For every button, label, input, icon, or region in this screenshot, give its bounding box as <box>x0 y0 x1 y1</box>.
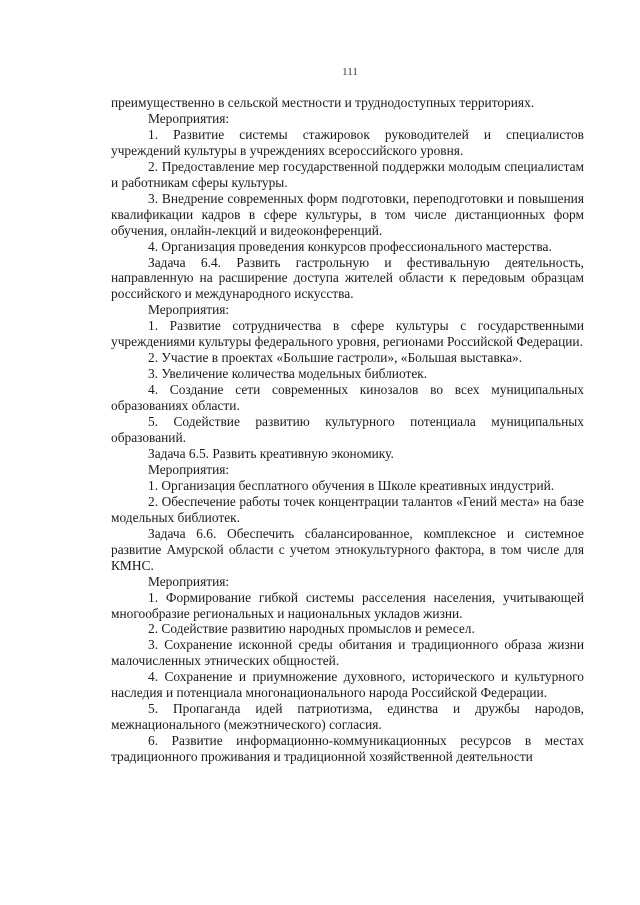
paragraph: 4. Сохранение и приумножение духовного, исторического и культурного наследия и потенциала многонационального народа Российской Федерации. <box>111 669 584 701</box>
paragraph: 4. Создание сети современных кинозалов во всех муниципальных образованиях области. <box>111 382 584 414</box>
paragraph: 1. Формирование гибкой системы расселения населения, учитывающей многообразие региональных и национальных укладов жизни. <box>111 589 584 621</box>
paragraph: 2. Содействие развитию народных промыслов и ремесел. <box>148 621 475 637</box>
paragraph: Мероприятия: <box>148 302 230 318</box>
paragraph: 5. Содействие развитию культурного потенциала муниципальных образований. <box>111 414 584 446</box>
paragraph: Мероприятия: <box>148 573 230 589</box>
paragraph: 5. Пропаганда идей патриотизма, единства и дружбы народов, межнационального (межэтнического) согласия. <box>111 701 584 733</box>
paragraph: 6. Развитие информационно-коммуникационных ресурсов в местах традиционного проживания и традиционной хозяйственной деятельности <box>111 733 584 765</box>
paragraph: 1. Развитие сотрудничества в сфере культуры с государственными учреждениями культуры федерального уровня, регионами Российской Федерации. <box>111 318 584 350</box>
paragraph: 3. Внедрение современных форм подготовки, переподготовки и повышения квалификации кадров в сфере культуры, в том числе дистанционных форм обучения, онлайн-лекций и видеоконференций. <box>111 190 584 238</box>
paragraph: 3. Увеличение количества модельных библиотек. <box>148 366 428 382</box>
paragraph: Мероприятия: <box>148 110 230 126</box>
document-body <box>111 95 584 765</box>
paragraph: Задача 6.4. Развить гастрольную и фестивальную деятельность, направленную на расширение доступа жителей области к передовым образцам российского и международного искусства. <box>111 254 584 302</box>
paragraph: преимущественно в сельской местности и труднодоступных территориях. <box>111 95 535 110</box>
paragraph: 2. Обеспечение работы точек концентрации талантов «Гений места» на базе модельных библиотек. <box>111 493 584 525</box>
paragraph: 3. Сохранение исконной среды обитания и традиционного образа жизни малочисленных этнических общностей. <box>111 637 584 669</box>
paragraph: Задача 6.5. Развить креативную экономику. <box>148 445 394 461</box>
paragraph: 1. Развитие системы стажировок руководителей и специалистов учреждений культуры в учреждениях всероссийского уровня. <box>111 126 584 158</box>
paragraph: 2. Участие в проектах «Большие гастроли», «Большая выставка». <box>148 350 523 366</box>
paragraph: Задача 6.6. Обеспечить сбалансированное, комплексное и системное развитие Амурской области с учетом этнокультурного фактора, в том числе для КМНС. <box>111 525 584 573</box>
page-number: 111 <box>342 66 358 78</box>
paragraph: 2. Предоставление мер государственной поддержки молодым специалистам и работникам сферы культуры. <box>111 158 584 190</box>
paragraph: Мероприятия: <box>148 461 230 477</box>
paragraph: 1. Организация бесплатного обучения в Школе креативных индустрий. <box>148 477 555 493</box>
paragraph: 4. Организация проведения конкурсов профессионального мастерства. <box>148 238 552 254</box>
